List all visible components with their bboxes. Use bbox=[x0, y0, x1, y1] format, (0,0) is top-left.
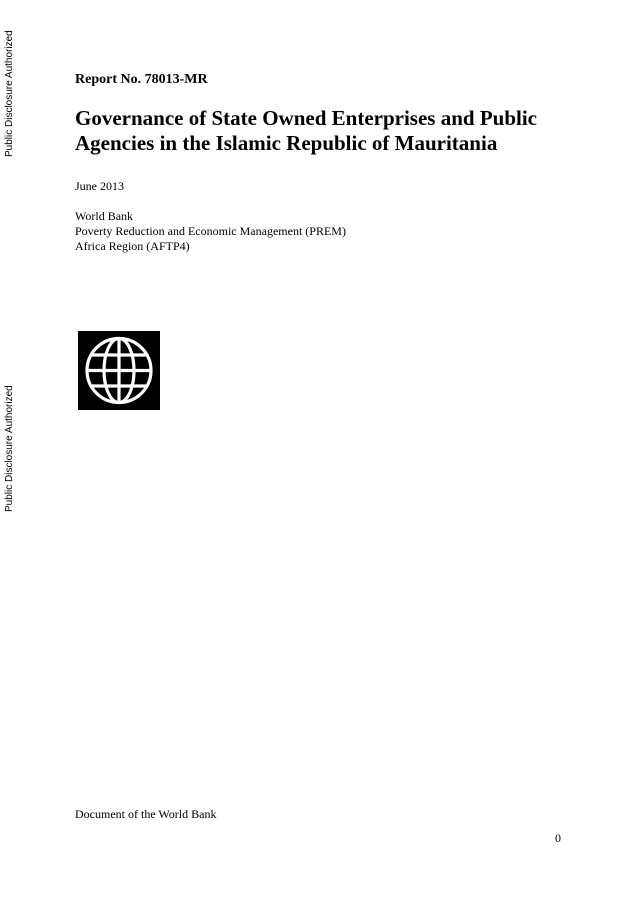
world-bank-globe-icon bbox=[78, 331, 160, 410]
disclosure-stamp-middle bbox=[4, 385, 18, 650]
organization-name: World Bank bbox=[75, 209, 134, 223]
page-number: 0 bbox=[555, 831, 561, 845]
disclosure-stamp-top-label: Public Disclosure Authorized bbox=[4, 30, 15, 157]
disclosure-stamp-middle-label: Public Disclosure Authorized bbox=[4, 385, 15, 512]
organization-unit: Poverty Reduction and Economic Management (PREM) bbox=[75, 224, 346, 238]
document-title-line-1: Governance of State Owned Enterprises and Public bbox=[75, 106, 537, 130]
organization-region: Africa Region (AFTP4) bbox=[75, 239, 190, 253]
report-number: Report No. 78013-MR bbox=[75, 72, 208, 87]
disclosure-stamp-top bbox=[4, 30, 18, 295]
document-title bbox=[75, 106, 595, 156]
organization-block bbox=[75, 209, 346, 254]
document-of-world-bank: Document of the World Bank bbox=[75, 807, 217, 821]
publication-date: June 2013 bbox=[75, 179, 124, 193]
world-bank-logo bbox=[78, 331, 160, 410]
document-title-line-2: Agencies in the Islamic Republic of Mauritania bbox=[75, 131, 498, 155]
